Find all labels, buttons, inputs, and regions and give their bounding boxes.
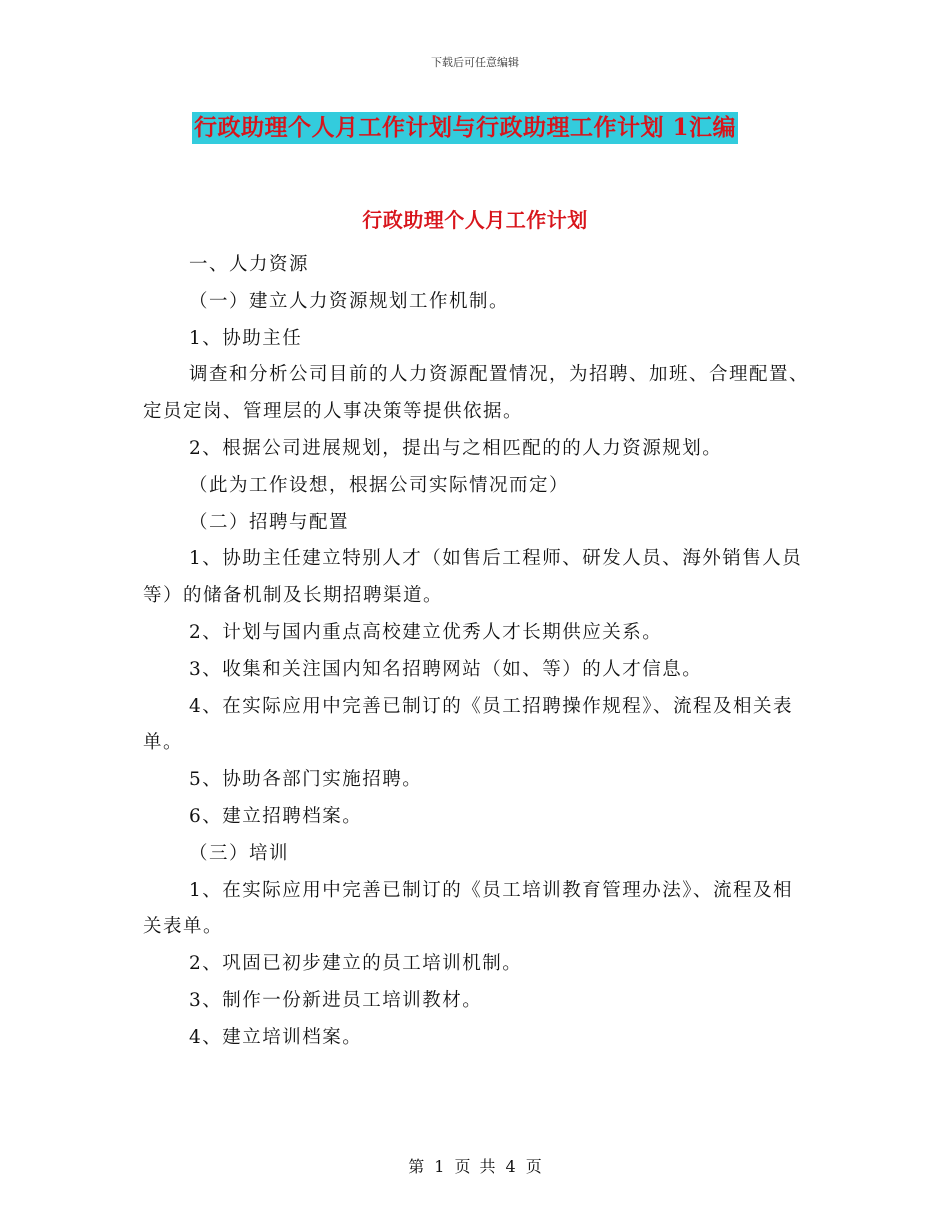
paragraph: 5、协助各部门实施招聘。 bbox=[189, 769, 423, 791]
paragraph: 1、协助主任建立特别人才（如售后工程师、研发人员、海外销售人员等）的储备机制及长期招聘渠道。 bbox=[143, 548, 803, 607]
paragraph: 1、在实际应用中完善已制订的《员工培训教育管理办法》、流程及相关表单。 bbox=[143, 879, 794, 938]
paragraph: 2、巩固已初步建立的员工培训机制。 bbox=[189, 953, 523, 975]
header-note: 下载后可任意编辑 bbox=[431, 56, 519, 69]
section-title: 行政助理个人月工作计划 bbox=[362, 208, 588, 232]
current-page-number: 1 bbox=[434, 1157, 445, 1176]
paragraph: 2、根据公司进展规划，提出与之相匹配的的人力资源规划。 bbox=[189, 437, 723, 459]
document-body bbox=[143, 247, 811, 1057]
total-pages-number: 4 bbox=[505, 1157, 516, 1176]
paragraph: （一）建立人力资源规划工作机制。 bbox=[189, 290, 510, 312]
page-footer bbox=[0, 1154, 950, 1177]
paragraph: 1、协助主任 bbox=[189, 327, 303, 349]
footer-middle: 页 共 bbox=[454, 1157, 496, 1176]
paragraph: 调查和分析公司目前的人力资源配置情况，为招聘、加班、合理配置、定员定岗、管理层的人事决策等提供依据。 bbox=[143, 364, 810, 423]
footer-prefix: 第 bbox=[408, 1157, 425, 1176]
paragraph: （二）招聘与配置 bbox=[189, 511, 350, 533]
paragraph: 2、计划与国内重点高校建立优秀人才长期供应关系。 bbox=[189, 621, 663, 643]
paragraph: 3、收集和关注国内知名招聘网站（如、等）的人才信息。 bbox=[189, 658, 703, 680]
document-title: 行政助理个人月工作计划与行政助理工作计划 1汇编 bbox=[192, 112, 738, 144]
paragraph: （三）培训 bbox=[189, 842, 290, 864]
paragraph: 4、建立培训档案。 bbox=[189, 1026, 363, 1048]
paragraph: 6、建立招聘档案。 bbox=[189, 805, 363, 827]
paragraph: 4、在实际应用中完善已制订的《员工招聘操作规程》、流程及相关表单。 bbox=[143, 695, 794, 754]
footer-suffix: 页 bbox=[525, 1157, 542, 1176]
paragraph: （此为工作设想，根据公司实际情况而定） bbox=[189, 474, 570, 496]
paragraph: 一、人力资源 bbox=[189, 254, 310, 275]
paragraph: 3、制作一份新进员工培训教材。 bbox=[189, 989, 483, 1011]
